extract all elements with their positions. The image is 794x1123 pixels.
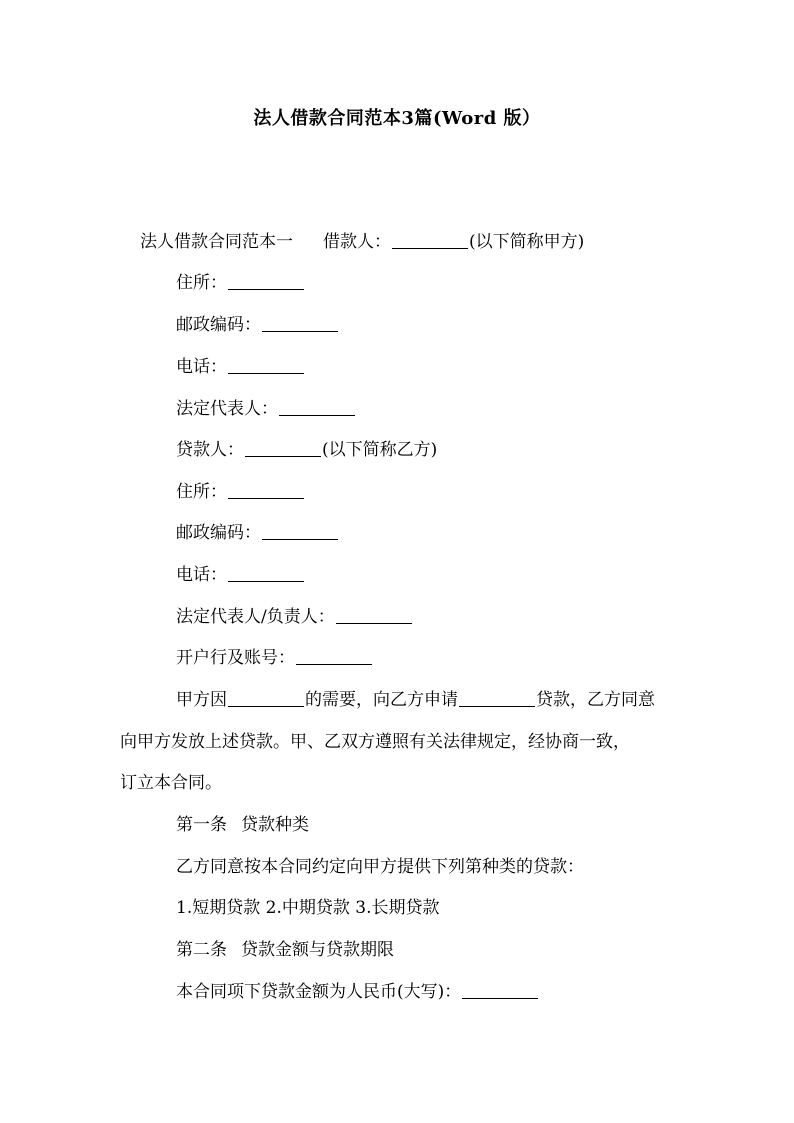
paragraph-1-line-2: 向甲方发放上述贷款。甲、乙双方遵照有关法律规定，经协商一致， (120, 732, 630, 752)
para1-text-a: 甲方因 (176, 690, 227, 710)
lender-label: 贷款人： (176, 440, 244, 460)
paragraph-1-line-1 (176, 688, 655, 712)
lender-legal-rep-line (176, 605, 413, 629)
lender-phone-line (176, 563, 305, 587)
article-2-heading (176, 938, 394, 962)
borrower-legal-rep-blank (279, 399, 355, 416)
para1-text-c: 贷款，乙方同意 (536, 690, 655, 710)
borrower-phone-label: 电话： (176, 357, 227, 377)
lender-postcode-label: 邮政编码： (176, 523, 261, 543)
lender-address-line (176, 480, 305, 504)
article-1-heading (176, 813, 309, 837)
borrower-legal-rep-line (176, 397, 356, 421)
borrower-postcode-line (176, 313, 339, 337)
lender-blank (245, 440, 321, 457)
borrower-blank (392, 232, 468, 249)
article-1-number: 第一条 (176, 815, 227, 835)
paragraph-1-line-3: 订立本合同。 (120, 773, 222, 793)
borrower-phone-blank (228, 357, 304, 374)
lender-note: (以下简称乙方) (322, 440, 438, 460)
article-2-text: 本合同项下贷款金额为人民币(大写)： (176, 982, 462, 1002)
contract-heading-line (140, 230, 584, 254)
article-2-title: 贷款金额与贷款期限 (241, 940, 394, 960)
borrower-address-blank (228, 273, 304, 290)
article-2-number: 第二条 (176, 940, 227, 960)
lender-address-blank (228, 482, 304, 499)
lender-address-label: 住所： (176, 482, 227, 502)
borrower-postcode-label: 邮政编码： (176, 315, 261, 335)
lender-legal-rep-label: 法定代表人/负责人： (176, 607, 335, 627)
borrower-phone-line (176, 355, 305, 379)
purpose-blank (228, 690, 304, 707)
document-title: 法人借款合同范本3篇(Word 版） (253, 108, 541, 129)
borrower-legal-rep-label: 法定代表人： (176, 399, 278, 419)
borrower-address-label: 住所： (176, 273, 227, 293)
borrower-postcode-blank (262, 315, 338, 332)
article-1-text: 乙方同意按本合同约定向甲方提供下列第种类的贷款： (176, 857, 584, 877)
lender-legal-rep-blank (336, 607, 412, 624)
lender-bank-account-blank (296, 648, 372, 665)
article-2-text-line (176, 980, 539, 1004)
lender-postcode-blank (262, 523, 338, 540)
borrower-note: (以下简称甲方) (469, 232, 585, 252)
article-1-options: 1.短期贷款 2.中期贷款 3.长期贷款 (176, 898, 440, 918)
lender-bank-account-line (176, 646, 373, 670)
contract-heading: 法人借款合同范本一 (140, 232, 293, 252)
para1-text-b: 的需要，向乙方申请 (305, 690, 458, 710)
article-1-title: 贷款种类 (241, 815, 309, 835)
borrower-address-line (176, 271, 305, 295)
borrower-label: 借款人： (323, 232, 391, 252)
lender-bank-account-label: 开户行及账号： (176, 648, 295, 668)
lender-line (176, 438, 437, 462)
loan-amount-blank (462, 982, 538, 999)
lender-phone-label: 电话： (176, 565, 227, 585)
loan-type-blank (459, 690, 535, 707)
lender-phone-blank (228, 565, 304, 582)
lender-postcode-line (176, 521, 339, 545)
